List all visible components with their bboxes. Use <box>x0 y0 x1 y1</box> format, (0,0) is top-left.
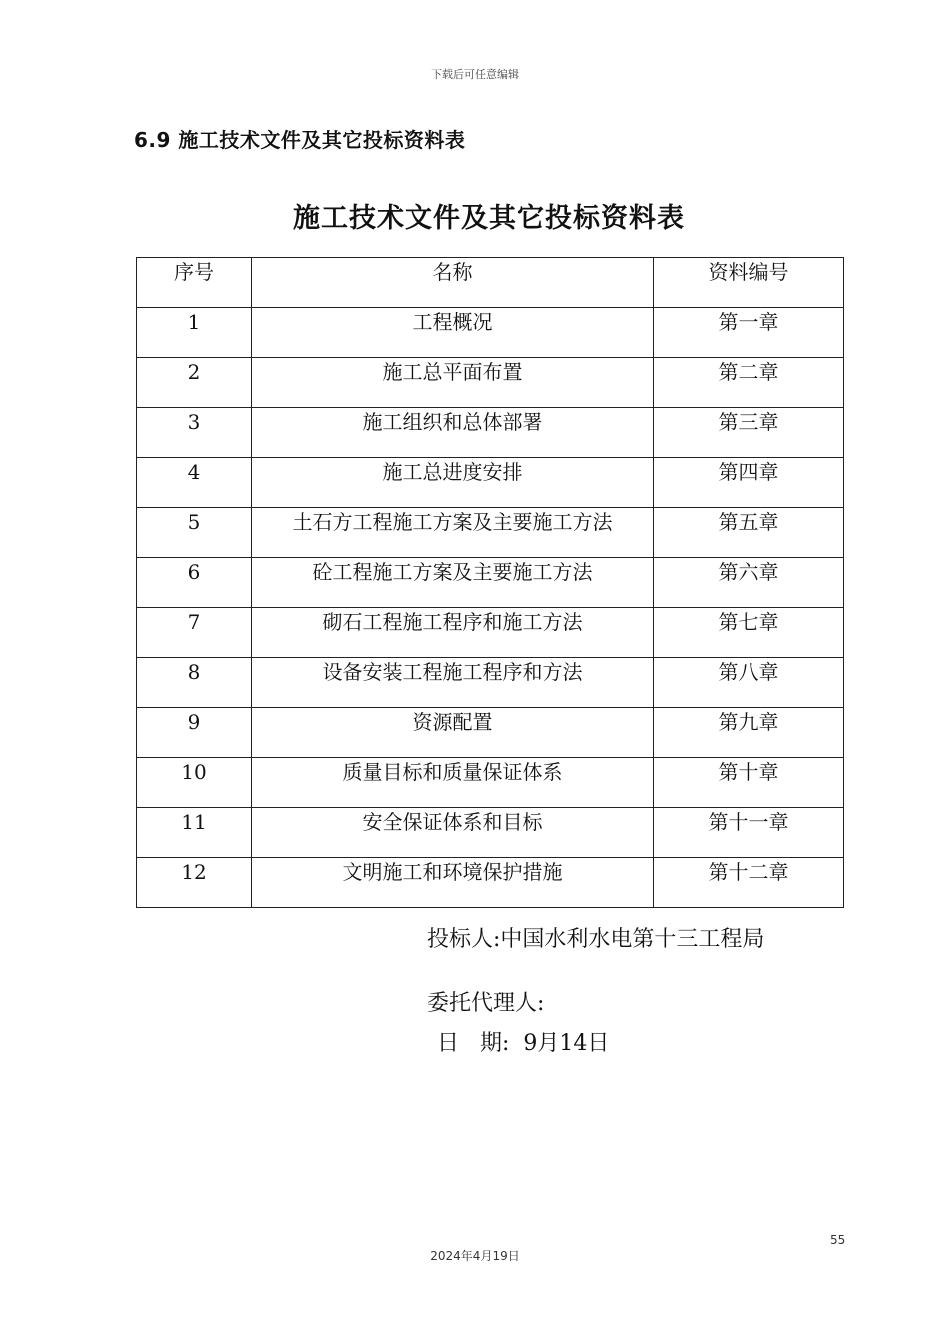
signature-bidder: 投标人:中国水利水电第十三工程局 <box>427 927 765 952</box>
cell-ref: 第七章 <box>654 608 844 658</box>
cell-ref: 第二章 <box>654 358 844 408</box>
cell-index: 11 <box>137 808 252 858</box>
table-row <box>137 758 844 808</box>
cell-index: 4 <box>137 458 252 508</box>
cell-ref: 第十一章 <box>654 808 844 858</box>
cell-name: 安全保证体系和目标 <box>252 808 654 858</box>
cell-ref: 第八章 <box>654 658 844 708</box>
cell-ref: 第十章 <box>654 758 844 808</box>
cell-name: 资源配置 <box>252 708 654 758</box>
cell-name: 设备安装工程施工程序和方法 <box>252 658 654 708</box>
cell-index: 5 <box>137 508 252 558</box>
cell-index: 12 <box>137 858 252 908</box>
cell-name: 质量目标和质量保证体系 <box>252 758 654 808</box>
cell-ref: 第九章 <box>654 708 844 758</box>
table-row <box>137 358 844 408</box>
cell-ref: 第十二章 <box>654 858 844 908</box>
column-header-name: 名称 <box>252 258 654 308</box>
signature-agent: 委托代理人: <box>427 991 545 1016</box>
cell-index: 6 <box>137 558 252 608</box>
cell-name: 施工组织和总体部署 <box>252 408 654 458</box>
cell-ref: 第五章 <box>654 508 844 558</box>
table-row <box>137 558 844 608</box>
column-header-index: 序号 <box>137 258 252 308</box>
cell-ref: 第一章 <box>654 308 844 358</box>
cell-index: 9 <box>137 708 252 758</box>
table-row <box>137 458 844 508</box>
table-row <box>137 508 844 558</box>
cell-name: 砌石工程施工程序和施工方法 <box>252 608 654 658</box>
table-header-row <box>137 258 844 308</box>
cell-name: 土石方工程施工方案及主要施工方法 <box>252 508 654 558</box>
cell-name: 砼工程施工方案及主要施工方法 <box>252 558 654 608</box>
page-footer: 2024年4月19日 <box>430 1249 520 1263</box>
cell-index: 7 <box>137 608 252 658</box>
cell-ref: 第四章 <box>654 458 844 508</box>
cell-name: 施工总进度安排 <box>252 458 654 508</box>
cell-index: 1 <box>137 308 252 358</box>
table-row <box>137 708 844 758</box>
section-heading: 6.9 施工技术文件及其它投标资料表 <box>134 128 466 152</box>
table-row <box>137 858 844 908</box>
cell-name: 工程概况 <box>252 308 654 358</box>
cell-ref: 第六章 <box>654 558 844 608</box>
table-row <box>137 308 844 358</box>
table-row <box>137 808 844 858</box>
cell-index: 8 <box>137 658 252 708</box>
cell-ref: 第三章 <box>654 408 844 458</box>
page-number: 55 <box>830 1233 846 1247</box>
signature-date: 日 期: 9月14日 <box>437 1031 610 1056</box>
table-row <box>137 408 844 458</box>
document-table <box>136 257 844 908</box>
page-header: 下载后可任意编辑 <box>431 68 519 81</box>
cell-name: 施工总平面布置 <box>252 358 654 408</box>
cell-index: 3 <box>137 408 252 458</box>
table-row <box>137 658 844 708</box>
cell-index: 2 <box>137 358 252 408</box>
cell-name: 文明施工和环境保护措施 <box>252 858 654 908</box>
column-header-ref: 资料编号 <box>654 258 844 308</box>
table-row <box>137 608 844 658</box>
cell-index: 10 <box>137 758 252 808</box>
table-title: 施工技术文件及其它投标资料表 <box>293 203 685 234</box>
